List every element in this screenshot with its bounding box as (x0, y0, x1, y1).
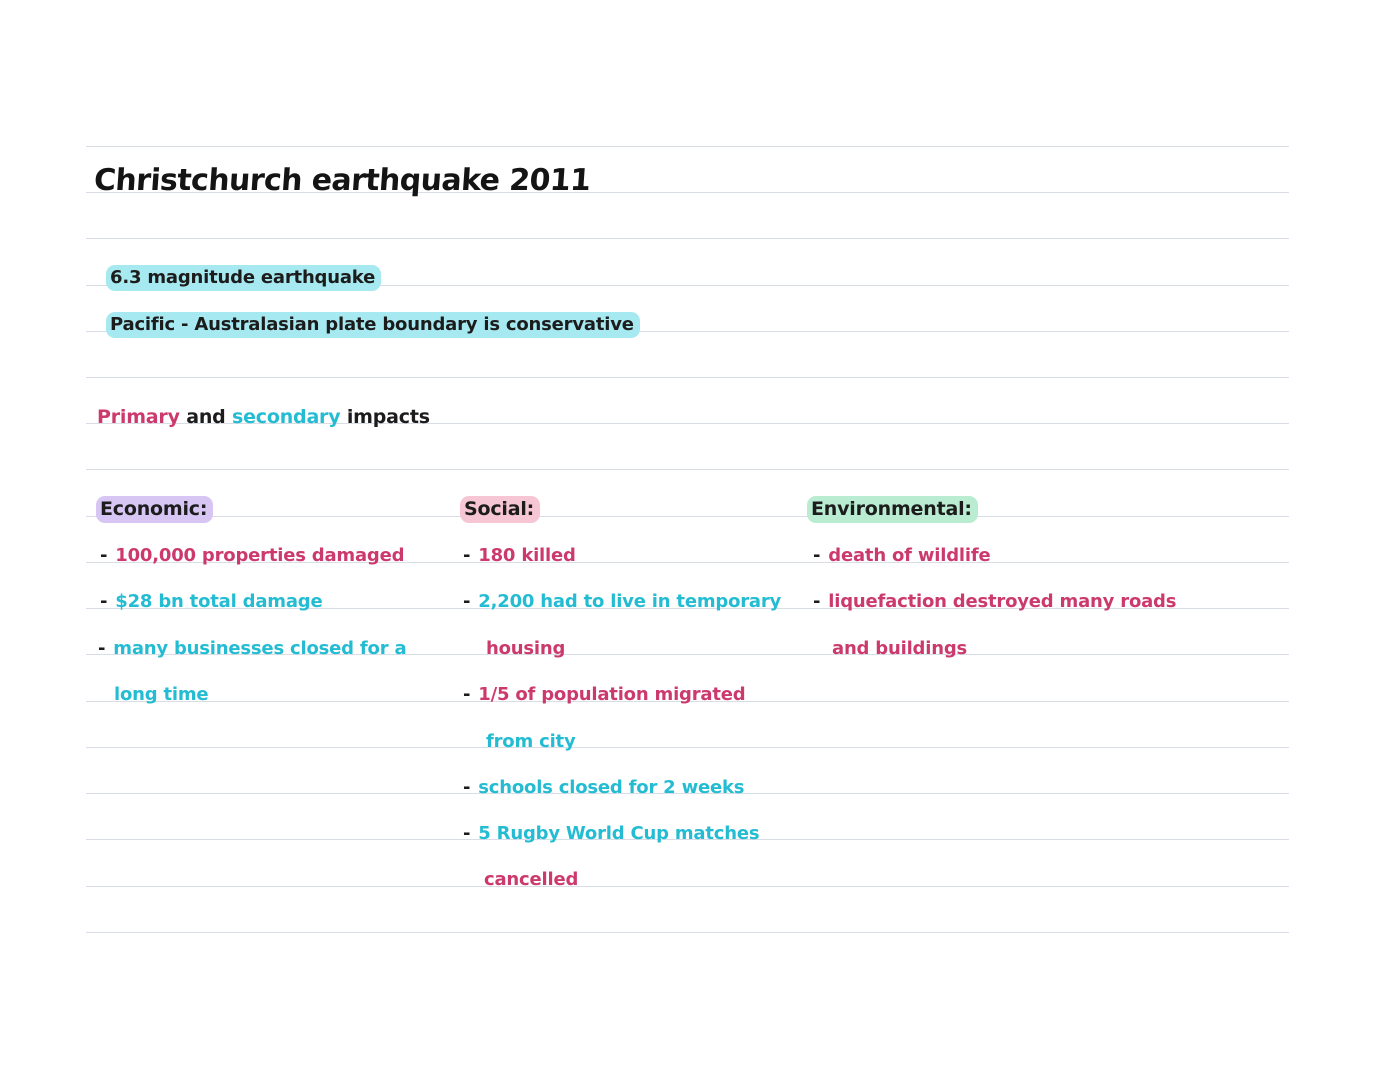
bullet-dash: - (463, 591, 471, 612)
economic-heading-text: Economic: (96, 496, 213, 523)
ruled-line (86, 377, 1289, 378)
bullet-dash: - (98, 638, 106, 659)
economic-item-text: $28 bn total damage (115, 591, 323, 612)
social-item-continuation: housing (486, 638, 566, 659)
economic-item (100, 593, 322, 611)
ruled-line (86, 238, 1289, 239)
economic-item-continuation: long time (114, 684, 209, 705)
social-item-text: 180 killed (478, 545, 576, 566)
environmental-item (813, 547, 991, 565)
impacts-heading-secondary: secondary (232, 406, 341, 428)
social-item (463, 686, 745, 704)
economic-item (98, 640, 406, 658)
social-heading (460, 500, 540, 519)
fact-magnitude-text: 6.3 magnitude earthquake (106, 265, 381, 291)
social-heading-text: Social: (460, 496, 540, 523)
bullet-dash: - (463, 545, 471, 566)
social-item (463, 547, 576, 565)
page-title: Christchurch earthquake 2011 (92, 163, 592, 198)
environmental-item-continuation: and buildings (832, 638, 968, 659)
fact-plate-boundary (106, 316, 640, 334)
bullet-dash: - (463, 777, 471, 798)
social-item-text: schools closed for 2 weeks (478, 777, 745, 798)
ruled-line (86, 747, 1289, 748)
social-item-text: 2,200 had to live in temporary (478, 591, 782, 612)
bullet-dash: - (813, 591, 821, 612)
impacts-heading-primary: Primary (97, 406, 180, 428)
economic-item-text: many businesses closed for a (113, 638, 407, 659)
social-item (463, 825, 759, 843)
bullet-dash: - (100, 545, 108, 566)
bullet-dash: - (463, 684, 471, 705)
ruled-line (86, 469, 1289, 470)
fact-plate-boundary-text: Pacific - Australasian plate boundary is conservative (106, 312, 640, 338)
ruled-line (86, 932, 1289, 933)
social-item (463, 593, 781, 611)
social-item-text: 1/5 of population migrated (478, 684, 746, 705)
ruled-line (86, 146, 1289, 147)
ruled-line (86, 886, 1289, 887)
environmental-item (813, 593, 1176, 611)
economic-item-text: 100,000 properties damaged (115, 545, 405, 566)
social-item-text: 5 Rugby World Cup matches (478, 823, 760, 844)
economic-heading (96, 500, 213, 519)
impacts-heading-and: and (186, 406, 226, 428)
bullet-dash: - (813, 545, 821, 566)
impacts-heading (97, 408, 430, 427)
social-item (463, 779, 744, 797)
economic-item (100, 547, 404, 565)
impacts-heading-impacts: impacts (346, 406, 430, 428)
social-item-continuation: from city (486, 731, 576, 752)
fact-magnitude (106, 269, 381, 287)
bullet-dash: - (100, 591, 108, 612)
social-item-continuation: cancelled (484, 869, 579, 890)
environmental-heading-text: Environmental: (807, 496, 978, 523)
environmental-item-text: death of wildlife (828, 545, 991, 566)
bullet-dash: - (463, 823, 471, 844)
environmental-heading (807, 500, 978, 519)
environmental-item-text: liquefaction destroyed many roads (828, 591, 1177, 612)
ruled-line (86, 516, 1289, 517)
